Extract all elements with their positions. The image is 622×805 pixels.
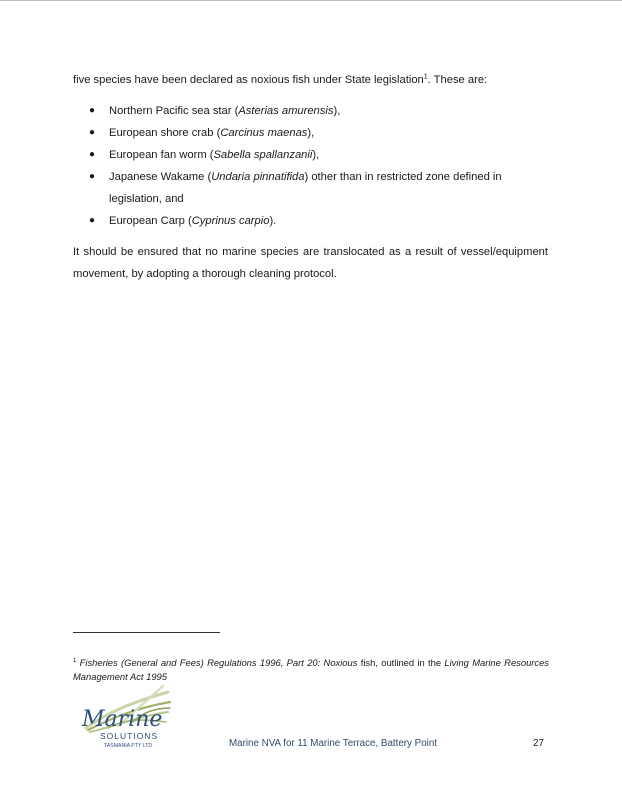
footnote-separator [73,632,220,633]
translocation-paragraph: It should be ensured that no marine species are translocated as a result of vessel/equipment movement, by adopting a thorough cleaning protocol. [73,246,548,280]
list-item [73,210,548,232]
list-item [73,166,548,210]
species-scientific-name: Sabella spallanzanii [213,149,313,161]
bullet-icon: ● [89,127,96,138]
logo-tasmania: TASMANIA PTY LTD [104,743,153,749]
species-common-name: European fan worm ( [109,149,214,161]
bullet-icon: ● [89,105,96,116]
bullet-icon: ● [89,149,96,160]
intro-text: five species have been declared as noxious fish under State legislation [73,74,424,86]
species-scientific-name: Cyprinus carpio [191,215,270,227]
species-suffix: ) other than in restricted zone defined in legislation, and [109,171,502,205]
species-suffix: ), [333,105,341,117]
species-list [73,100,548,232]
species-common-name: Japanese Wakame ( [109,171,212,183]
species-scientific-name: Carcinus maenas [220,127,308,139]
species-common-name: European Carp ( [109,215,192,227]
footnote-reference[interactable]: 1 [423,73,428,81]
footnote-text: fish, outlined in the [357,657,445,668]
species-common-name: Northern Pacific sea star ( [109,105,239,117]
footnote-act: Living Marine Resources Management Act 1995 [73,657,549,682]
intro-paragraph [73,69,548,91]
bullet-icon: ● [89,215,96,226]
list-item [73,122,548,144]
species-suffix: ), [307,127,315,139]
footnote [73,656,549,683]
species-suffix: ), [312,149,320,161]
marine-solutions-logo [78,682,173,750]
footnote-regulation: Fisheries (General and Fees) Regulations 1996, Part 20: Noxious [79,657,358,668]
bullet-icon: ● [89,171,96,182]
species-suffix: ). [269,215,277,227]
species-common-name: European shore crab ( [109,127,221,139]
logo-solutions: SOLUTIONS [100,731,159,741]
species-scientific-name: Asterias amurensis [238,105,334,117]
footer-document-title: Marine NVA for 11 Marine Terrace, Battery Point [229,738,438,749]
intro-after: . These are: [427,74,488,86]
page-top-border [0,0,622,1]
footnote-number: 1 [73,657,77,664]
list-item [73,144,548,166]
page-number: 27 [533,738,544,749]
species-scientific-name: Undaria pinnatifida [211,171,305,183]
list-item [73,100,548,122]
logo-wordmark: Marine [82,707,163,732]
